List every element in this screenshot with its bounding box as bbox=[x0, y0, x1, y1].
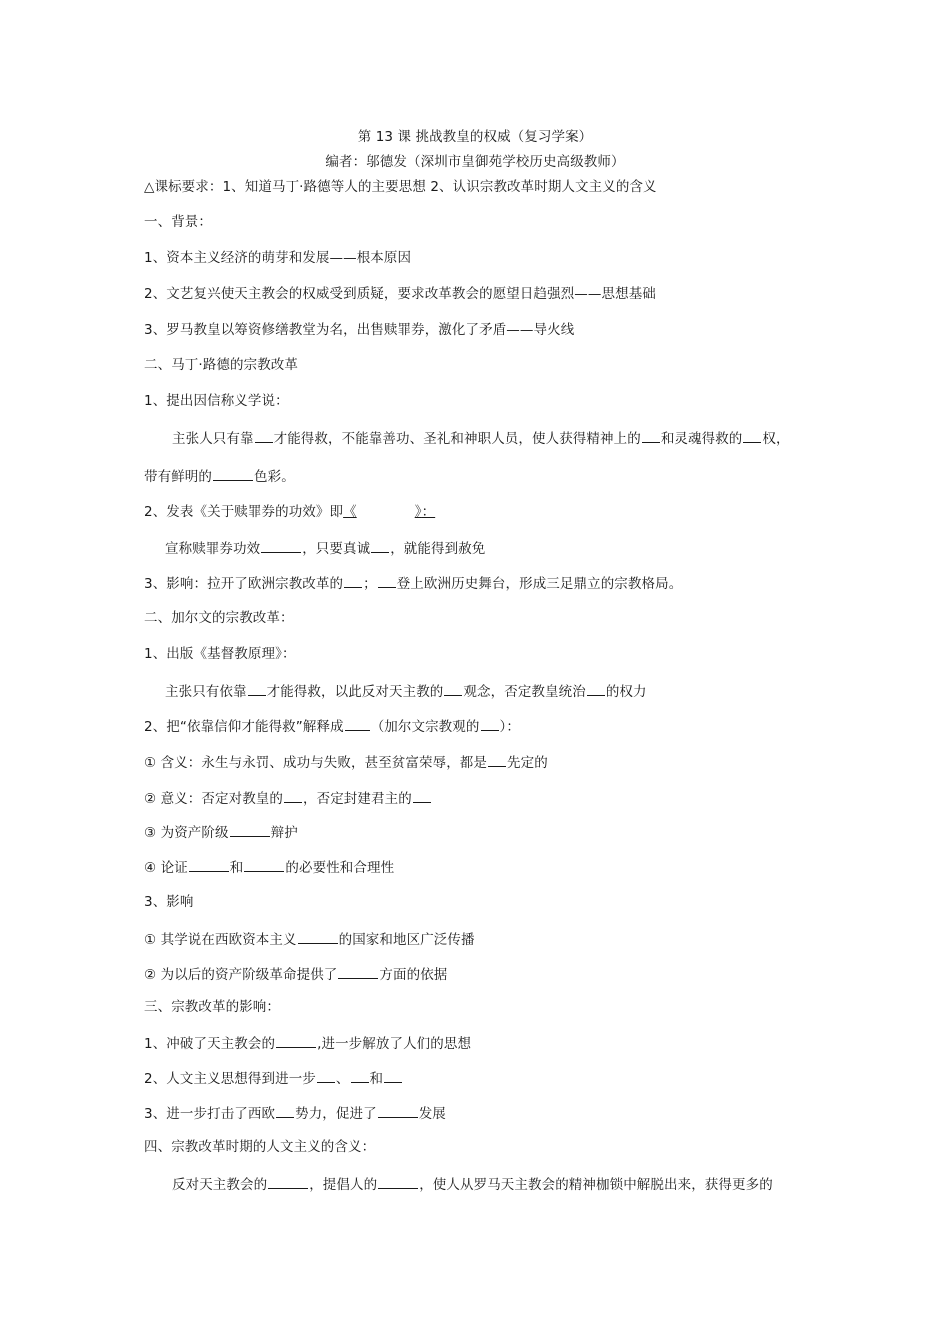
calvin-point-3: ③ 为资产阶级 辩护 bbox=[144, 822, 298, 842]
blank bbox=[344, 573, 362, 588]
luther-paragraph-2: 宣称赎罪券功效 ，只要真诚 ，就能得到赦免 bbox=[165, 538, 485, 558]
calvin-effect-2: ② 为以后的资产阶级革命提供了 方面的依据 bbox=[144, 964, 447, 984]
blank bbox=[255, 428, 273, 443]
blank bbox=[642, 428, 660, 443]
blank bbox=[488, 752, 506, 767]
blank bbox=[248, 681, 266, 696]
luther-paragraph-1: 主张人只有靠 才能得救，不能靠善功、圣礼和神职人员，使人获得精神上的 和灵魂得救的 权， bbox=[172, 428, 790, 448]
blank bbox=[378, 1174, 418, 1189]
calvin-paragraph-1: 主张只有依靠 才能得救，以此反对天主教的 观念，否定教皇统治 的权力 bbox=[165, 681, 647, 701]
blank bbox=[345, 716, 370, 731]
humanism-paragraph: 反对天主教会的 ，提倡人的 ，使人从罗马天主教会的精神枷锁中解脱出来，获得更多的 bbox=[172, 1174, 773, 1194]
blank bbox=[351, 1068, 369, 1083]
calvin-point-1: ① 含义：永生与永罚、成功与失败，甚至贫富荣辱，都是 先定的 bbox=[144, 752, 548, 772]
blank bbox=[276, 1103, 294, 1118]
calvin-item-1: 1、出版《基督教原理》： bbox=[144, 646, 296, 662]
calvin-effect-1: ① 其学说在西欧资本主义 的国家和地区广泛传播 bbox=[144, 929, 475, 949]
blank bbox=[298, 929, 338, 944]
impact-item-3: 3、进一步打击了西欧 势力，促进了 发展 bbox=[144, 1103, 446, 1123]
curriculum-requirement: △课标要求：1、知道马丁·路德等人的主要思想 2、认识宗教改革时期人文主义的含义 bbox=[144, 179, 657, 195]
blank bbox=[743, 428, 761, 443]
blank bbox=[284, 788, 302, 803]
blank bbox=[338, 964, 378, 979]
blank bbox=[244, 857, 284, 872]
blank bbox=[276, 1033, 316, 1048]
blank bbox=[213, 466, 253, 481]
blank bbox=[481, 716, 499, 731]
blank bbox=[230, 822, 270, 837]
blank bbox=[378, 1103, 418, 1118]
blank bbox=[444, 681, 462, 696]
blank bbox=[413, 788, 431, 803]
blank bbox=[268, 1174, 308, 1189]
blank bbox=[317, 1068, 335, 1083]
blank bbox=[357, 502, 415, 516]
page-title: 第 13 课 挑战教皇的权威（复习学案） bbox=[357, 129, 593, 145]
blank bbox=[371, 538, 389, 553]
section-heading-humanism: 四、宗教改革时期的人文主义的含义： bbox=[144, 1139, 376, 1155]
background-item-3: 3、罗马教皇以筹资修缮教堂为名，出售赎罪券，激化了矛盾——导火线 bbox=[144, 322, 575, 338]
section-heading-luther: 二、马丁·路德的宗教改革 bbox=[144, 357, 298, 373]
author-line: 编者：邬德发（深圳市皇御苑学校历史高级教师） bbox=[325, 154, 625, 170]
luther-item-1: 1、提出因信称义学说： bbox=[144, 393, 289, 409]
calvin-item-2: 2、把“依靠信仰才能得救”解释成 （加尔文宗教观的 ）： bbox=[144, 716, 520, 736]
blank bbox=[378, 573, 396, 588]
luther-paragraph-1-cont: 带有鲜明的 色彩。 bbox=[144, 466, 295, 486]
background-item-2: 2、文艺复兴使天主教会的权威受到质疑，要求改革教会的愿望日趋强烈——思想基础 bbox=[144, 286, 656, 302]
background-item-1: 1、资本主义经济的萌芽和发展——根本原因 bbox=[144, 250, 412, 266]
calvin-point-4: ④ 论证 和 的必要性和合理性 bbox=[144, 857, 394, 877]
blank bbox=[587, 681, 605, 696]
impact-item-2: 2、人文主义思想得到进一步 、 和 bbox=[144, 1068, 403, 1088]
blank bbox=[261, 538, 301, 553]
blank bbox=[384, 1068, 402, 1083]
luther-item-3: 3、影响：拉开了欧洲宗教改革的 ； 登上欧洲历史舞台，形成三足鼎立的宗教格局。 bbox=[144, 573, 682, 593]
luther-item-2: 2、发表《关于赎罪券的功效》即《 》： bbox=[144, 504, 436, 520]
section-heading-background: 一、背景： bbox=[144, 214, 212, 230]
calvin-item-3: 3、影响 bbox=[144, 894, 194, 910]
calvin-point-2: ② 意义：否定对教皇的 ，否定封建君主的 bbox=[144, 788, 432, 808]
blank bbox=[189, 857, 229, 872]
section-heading-impact: 三、宗教改革的影响： bbox=[144, 999, 280, 1015]
impact-item-1: 1、冲破了天主教会的 ,进一步解放了人们的思想 bbox=[144, 1033, 471, 1053]
section-heading-calvin: 二、加尔文的宗教改革： bbox=[144, 610, 294, 626]
